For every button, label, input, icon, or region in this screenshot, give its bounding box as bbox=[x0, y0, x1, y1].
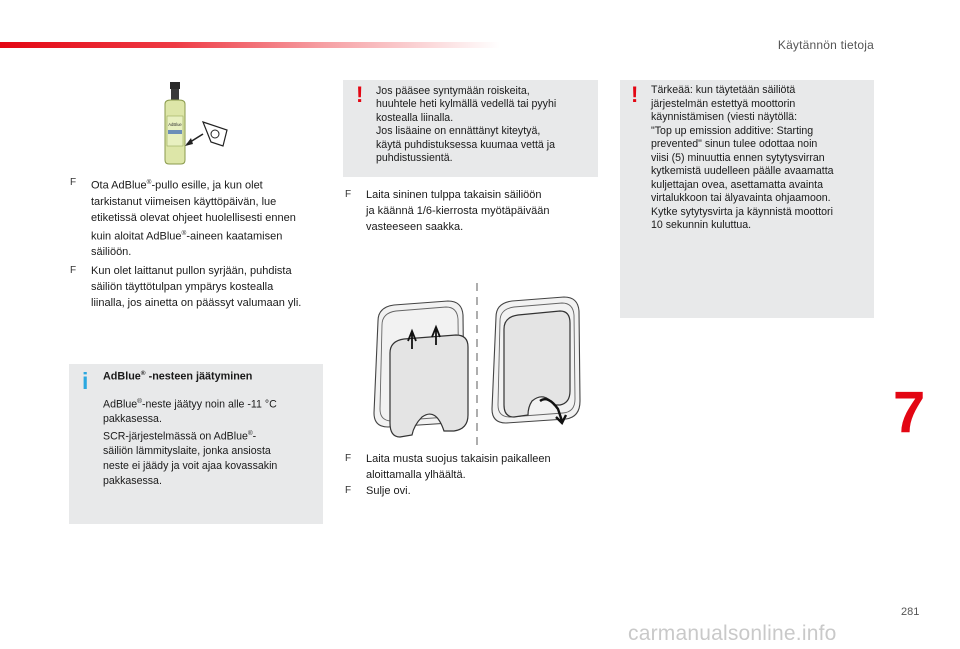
warning-icon: ! bbox=[631, 82, 639, 107]
right-warn-line: viisi (5) minuuttia ennen sytytysvirran bbox=[651, 151, 825, 164]
bullet-mark: F bbox=[345, 189, 352, 200]
mid-warn-line: Jos lisäaine on ennättänyt kiteytyä, bbox=[376, 125, 541, 138]
right-warn-line: 10 sekunnin kuluttua. bbox=[651, 219, 752, 231]
step4-line1: Laita musta suojus takaisin paikalleen bbox=[366, 453, 551, 465]
step-refit-cap bbox=[345, 187, 595, 237]
right-warn-line: virtalukkoon tai älyavainta ohjaamoon. bbox=[651, 192, 831, 204]
watermark: carmanualsonline.info bbox=[628, 622, 837, 645]
bullet-mark: F bbox=[345, 485, 352, 496]
mid-warn-line: puhdistussientä. bbox=[376, 152, 453, 165]
chapter-number: 7 bbox=[893, 380, 926, 445]
bottle-cap bbox=[170, 82, 180, 89]
mid-warn-line: huuhtele heti kylmällä vedellä tai pyyhi bbox=[376, 98, 557, 111]
info-box-body bbox=[103, 395, 318, 489]
bullet-mark: F bbox=[70, 265, 77, 276]
step-clean-filler bbox=[70, 263, 325, 313]
right-warn-line: järjestelmän estettyä moottorin bbox=[651, 97, 796, 110]
bullet-mark: F bbox=[345, 453, 352, 464]
info-icon: i bbox=[82, 368, 89, 394]
step2-line3: liinalla, jos ainetta on päässyt valumaan yli. bbox=[91, 297, 302, 309]
right-warn-line: "Top up emission additive: Starting bbox=[651, 124, 814, 137]
spout-arrow-head bbox=[185, 138, 193, 146]
page-number: 281 bbox=[901, 606, 920, 618]
filler-cap-outline bbox=[203, 122, 227, 146]
step1-line3: etiketissä olevat ohjeet huolellisesti ennen bbox=[91, 211, 296, 224]
right-warn-line: kytkemistä uudelleen päälle avaamatta bbox=[651, 165, 834, 177]
step1-line1: Ota AdBlue®-pullo esille, ja kun olet bbox=[91, 179, 263, 192]
mid-warn-line: kostealla liinalla. bbox=[376, 111, 454, 124]
bottle-label: AdBlue bbox=[168, 122, 182, 127]
info-line1: AdBlue®-neste jäätyy noin alle -11 °C bbox=[103, 398, 277, 411]
warning-box-splashes bbox=[343, 80, 598, 177]
step4-line2: aloittamalla ylhäältä. bbox=[366, 469, 466, 481]
warning-box-body bbox=[376, 85, 594, 165]
info-line6: pakkasessa. bbox=[103, 475, 162, 488]
step1-line5: säiliöön. bbox=[91, 246, 132, 259]
right-warn-line: Kytke sytytysvirta ja käynnistä moottori bbox=[651, 205, 833, 218]
info-box-title: AdBlue® -nesteen jäätyminen bbox=[103, 370, 253, 383]
right-warn-line: käynnistämisen (viesti näytöllä: bbox=[651, 111, 798, 123]
step3-line3: vasteeseen saakka. bbox=[366, 221, 464, 233]
mid-warn-line: käytä puhdistuksessa kuumaa vettä ja bbox=[376, 138, 556, 151]
right-warn-line: kuljettajan ovea, asettamatta avainta bbox=[651, 178, 823, 191]
step1-line4: kuin aloitat AdBlue®-aineen kaatamisen bbox=[91, 229, 283, 243]
adblue-bottle-illustration bbox=[157, 80, 237, 166]
warning-box-body bbox=[651, 84, 873, 233]
info-line3: SCR-järjestelmässä on AdBlue®- bbox=[103, 430, 257, 443]
warning-box-restart bbox=[620, 80, 874, 318]
step3-line2: ja käännä 1/6-kierrosta myötäpäivään bbox=[366, 205, 550, 217]
step2-line1: Kun olet laittanut pullon syrjään, puhdista bbox=[91, 265, 292, 277]
right-warn-line: Tärkeää: kun täytetään säiliötä bbox=[651, 84, 796, 96]
info-line4: säiliön lämmityslaite, jonka ansiosta bbox=[103, 445, 271, 458]
step5-line1: Sulje ovi. bbox=[366, 485, 411, 497]
step1-line2: tarkistanut viimeisen käyttöpäivän, lue bbox=[91, 195, 277, 208]
step-take-bottle bbox=[70, 175, 320, 257]
step2-line2: säiliön täyttötulpan ympärys kostealla bbox=[91, 281, 274, 293]
cover-refit-illustration bbox=[364, 283, 584, 448]
info-line2: pakkasessa. bbox=[103, 413, 162, 426]
bullet-mark: F bbox=[70, 177, 77, 188]
bottle-label-stripe bbox=[168, 130, 182, 134]
info-line5: neste ei jäädy ja voit ajaa kovassakin bbox=[103, 460, 278, 473]
step-close-door bbox=[345, 483, 595, 501]
header-accent-bar bbox=[0, 42, 500, 48]
filler-cap-circle bbox=[211, 130, 219, 138]
step3-line1: Laita sininen tulppa takaisin säiliöön bbox=[366, 189, 542, 201]
mid-warn-line: Jos pääsee syntymään roiskeita, bbox=[376, 85, 530, 97]
section-title: Käytännön tietoja bbox=[777, 38, 874, 52]
right-warn-line: prevented" sinun tulee odottaa noin bbox=[651, 138, 818, 150]
warning-icon: ! bbox=[356, 82, 364, 107]
info-box-freezing bbox=[69, 364, 323, 524]
